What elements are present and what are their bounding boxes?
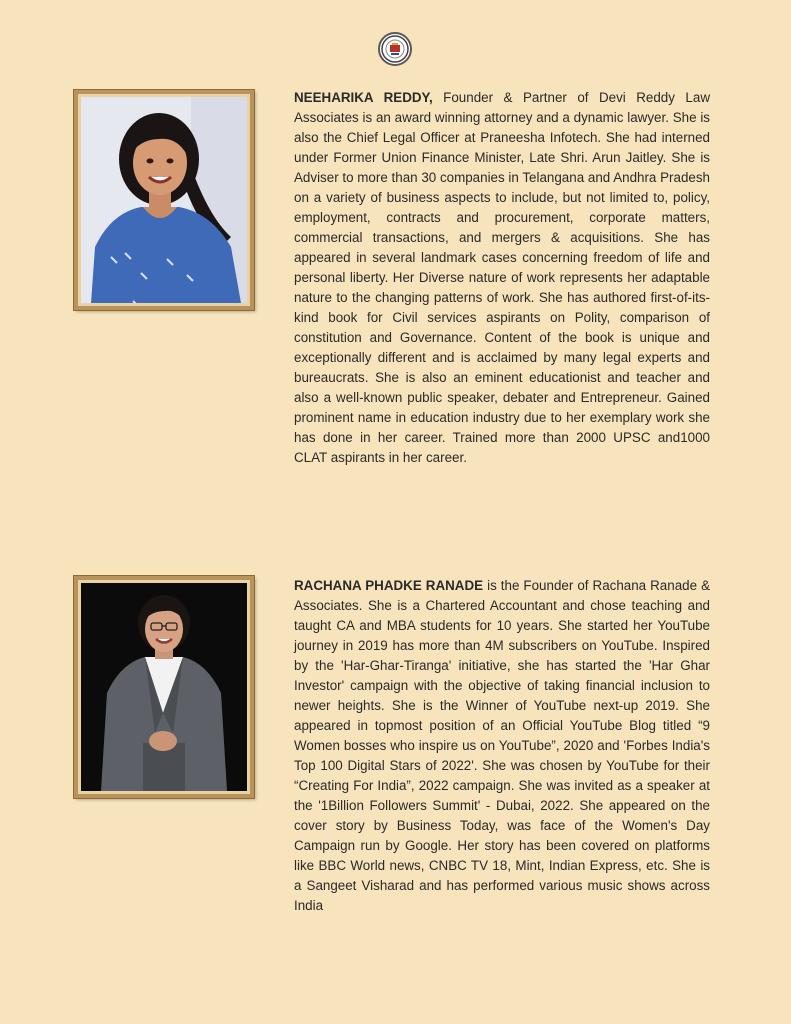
portrait-woman-grey-blazer [81, 583, 247, 791]
profile-bio-rachana [294, 576, 710, 916]
profile-bio-text: Founder & Partner of Devi Reddy Law Associates is an award winning attorney and a dynamic lawyer. She is also the Chief Legal Officer at Praneesha Infotech. She had interned under Former Union Finance Minister, Late Shri. Arun Jaitley. She is Adviser to more than 30 companies in Telangana and Andhra Pradesh on a variety of business aspects to include, but not limited to, policy, employment, contracts and procurement, corporate matters, commercial transactions, and mergers & acquisitions. She has appeared in several landmark cases concerning freedom of life and personal liberty. Her Diverse nature of work represents her adaptable nature to the changing patterns of work. She has authored first-of-its-kind book for Civil services aspirants on Polity, comparison of constitution and Governance. Content of the book is unique and exceptionally different and is acclaimed by many legal experts and bureaucrats. She is also an eminent educationist and teacher and also a well-known public speaker, debater and Entrepreneur. Gained prominent name in education industry due to her exemplary work she has done in her career. Trained more than 2000 UPSC and1000 CLAT aspirants in her career. [294, 90, 710, 465]
institute-seal-icon [378, 32, 412, 66]
profile-name: NEEHARIKA REDDY, [294, 90, 433, 105]
portrait-woman-blue-kurta [81, 97, 247, 303]
profile-photo-rachana [74, 576, 254, 798]
profile-bio-neeharika [294, 88, 710, 468]
profile-name: RACHANA PHADKE RANADE [294, 578, 484, 593]
profile-bio-text: is the Founder of Rachana Ranade & Associates. She is a Chartered Accountant and chose teaching and taught CA and MBA students for 10 years. She started her YouTube journey in 2019 has more than 4M subscribers on YouTube. Inspired by the 'Har-Ghar-Tiranga' initiative, she has started the 'Har Ghar Investor' campaign with the objective of taking financial inclusion to newer heights. She is the Winner of YouTube next-up 2019. She appeared in topmost position of an Official YouTube Blog titled “9 Women bosses who inspire us on YouTube”, 2020 and 'Forbes India's Top 100 Digital Stars of 2022'. She was chosen by YouTube for their “Creating For India”, 2022 campaign. She was invited as a speaker at the '1Billion Followers Summit' - Dubai, 2022. She appeared on the cover story by Business Today, was face of the Women's Day Campaign run by Google. Her story has been covered on platforms like BBC World news, CNBC TV 18, Mint, Indian Express, etc. She is a Sangeet Visharad and has performed various music shows across India [294, 578, 711, 913]
profile-photo-neeharika [74, 90, 254, 310]
